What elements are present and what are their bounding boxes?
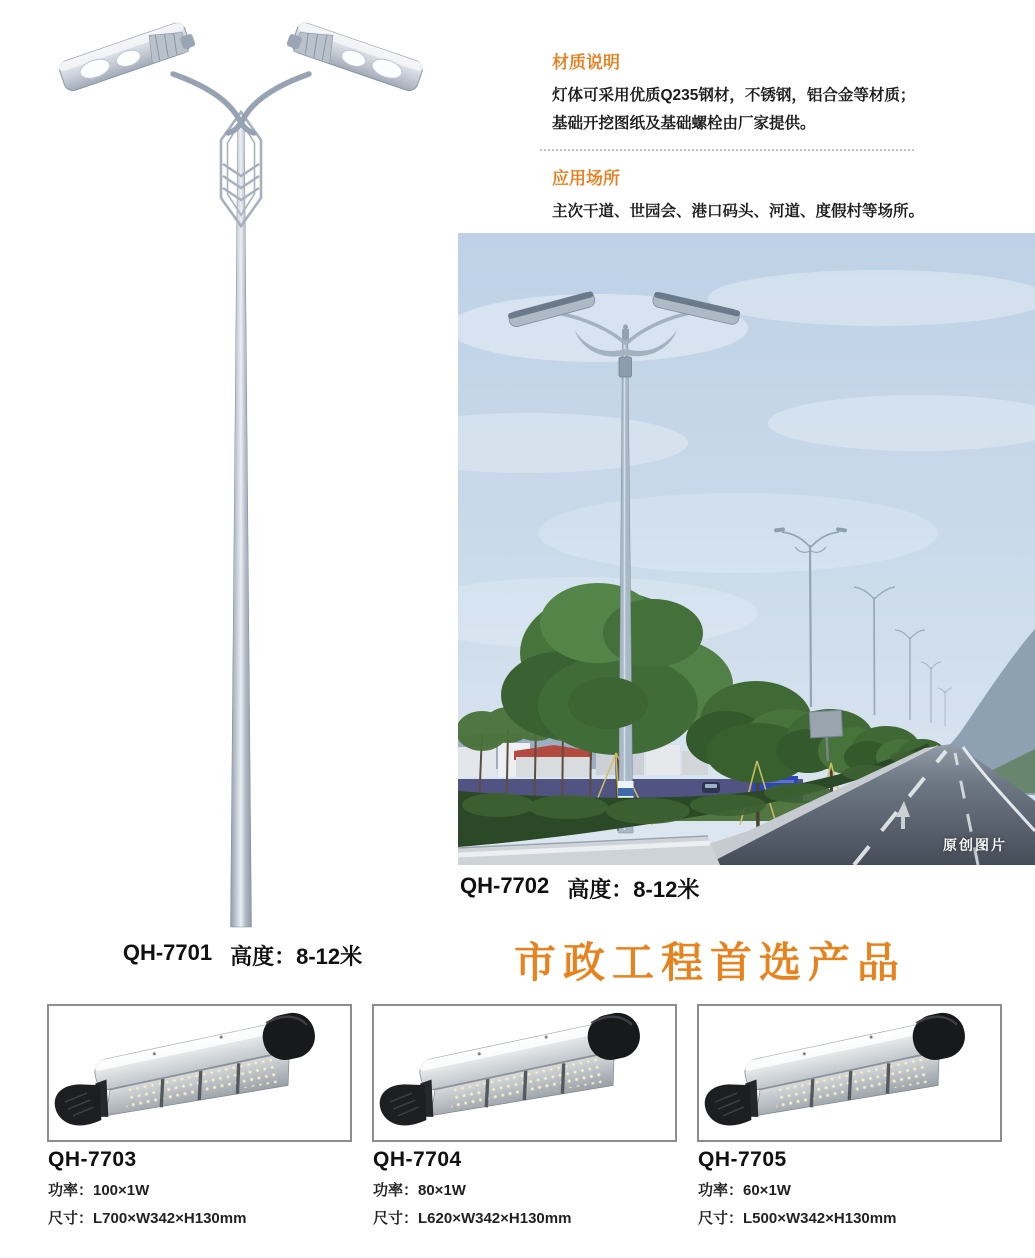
height-spec: 高度：8-12米 bbox=[567, 877, 700, 902]
led-lamp-image bbox=[49, 1006, 350, 1140]
lamp-power: 功率：100×1W bbox=[48, 1182, 150, 1199]
lamp-info-7705 bbox=[698, 1148, 1003, 1228]
pole-7702-caption bbox=[460, 873, 699, 904]
lamp-info-7704 bbox=[373, 1148, 678, 1228]
lamp-info-7703 bbox=[48, 1148, 353, 1228]
dual-arm-pole-illustration bbox=[55, 14, 430, 934]
info-panel bbox=[540, 48, 925, 239]
lamp-model: QH-7703 bbox=[48, 1148, 137, 1171]
pole-7701-caption bbox=[55, 940, 430, 971]
materials-title: 材质说明 bbox=[552, 53, 620, 72]
application-title: 应用场所 bbox=[552, 169, 620, 188]
materials-line-2: 基础开挖图纸及基础螺栓由厂家提供。 bbox=[552, 115, 816, 132]
lamp-size: 尺寸：L500×W342×H130mm bbox=[698, 1210, 897, 1227]
height-spec: 高度：8-12米 bbox=[230, 944, 363, 969]
led-lamp-image bbox=[699, 1006, 1000, 1140]
street-scene-art bbox=[458, 233, 1035, 865]
lamp-size: 尺寸：L700×W342×H130mm bbox=[48, 1210, 247, 1227]
dotted-divider bbox=[540, 149, 914, 151]
lamp-power: 功率：80×1W bbox=[373, 1182, 466, 1199]
street-scene-photo bbox=[458, 233, 1035, 865]
model-number: QH-7702 bbox=[460, 873, 550, 898]
lamp-model: QH-7704 bbox=[373, 1148, 462, 1171]
lamp-power: 功率：60×1W bbox=[698, 1182, 791, 1199]
lamp-card-7705 bbox=[697, 1004, 1002, 1142]
slogan-text: 市政工程首选产品 bbox=[513, 938, 906, 987]
lamp-card-7704 bbox=[372, 1004, 677, 1142]
lamp-model: QH-7705 bbox=[698, 1148, 787, 1171]
lamp-card-7703 bbox=[47, 1004, 352, 1142]
materials-line-1: 灯体可采用优质Q235钢材，不锈钢，铝合金等材质； bbox=[552, 87, 916, 104]
application-line-1: 主次干道、世园会、港口码头、河道、度假村等场所。 bbox=[552, 203, 925, 220]
lamp-size: 尺寸：L620×W342×H130mm bbox=[373, 1210, 572, 1227]
photo-watermark: 原创图片 bbox=[943, 837, 1007, 853]
led-lamp-image bbox=[374, 1006, 675, 1140]
model-number: QH-7701 bbox=[122, 940, 213, 965]
